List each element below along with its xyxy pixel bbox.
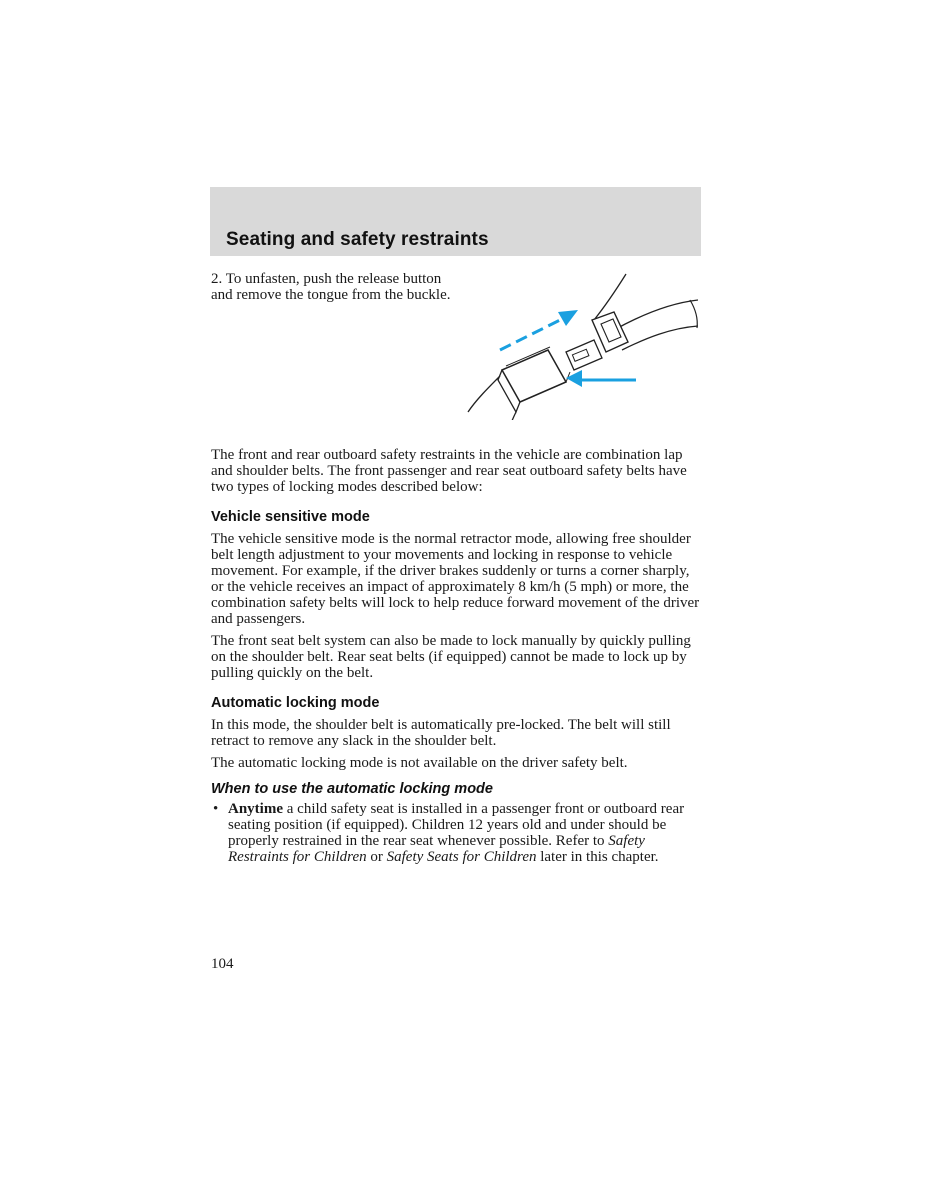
bullet-text-3: later in this chapter. [536,849,659,865]
reference-safety-restraints-for-children: Safety Restraints for Children [228,833,645,865]
automatic-locking-paragraph-2: The automatic locking mode is not available on the driver safety belt. [211,755,628,771]
vehicle-sensitive-paragraph-2: The front seat belt system can also be made to lock manually by quickly pulling on the shoulder belt. Rear seat belts (if equipped) cannot be made to lock up by pulling quickly on the belt. [211,633,691,681]
seatbelt-unfasten-figure [466,270,702,420]
anytime-bullet [211,801,702,865]
when-to-use-heading: When to use the automatic locking mode [211,781,493,797]
vehicle-sensitive-heading: Vehicle sensitive mode [211,509,370,525]
page-number: 104 [211,956,234,972]
bullet-text-2: or [366,849,387,865]
dashed-arrow-icon [500,310,578,350]
automatic-locking-paragraph-1: In this mode, the shoulder belt is automatically pre-locked. The belt will still retract to remove any slack in the shoulder belt. [211,717,671,749]
bullet-text-1: a child safety seat is installed in a passenger front or outboard rear seating position (if equipped). Children 12 years old and under should be properly restrained in the rear seat whenever possible. Refer to [228,801,685,849]
bullet-dot: • [213,801,219,817]
seatbelt-buckle-illustration [466,270,702,420]
section-title: Seating and safety restraints [226,229,489,250]
vehicle-sensitive-paragraph-1: The vehicle sensitive mode is the normal retractor mode, allowing free shoulder belt length adjustment to your movements and locking in response to vehicle movement. For example, if the driver brakes suddenly or turns a corner sharply, or the vehicle receives an impact of approximately 8 km/h (5 mph) or more, the combination safety belts will lock to help reduce forward movement of the driver and passengers. [211,531,700,627]
automatic-locking-heading: Automatic locking mode [211,695,380,711]
main-content [211,447,702,871]
bullet-bold-term: Anytime [228,801,283,817]
push-arrow-icon [566,370,636,387]
section-header [210,187,701,256]
step-2-text: 2. To unfasten, push the release button and remove the tongue from the buckle. [211,271,451,303]
intro-paragraph: The front and rear outboard safety restraints in the vehicle are combination lap and shoulder belts. The front passenger and rear seat outboard safety belts have two types of locking modes described below: [211,447,687,495]
reference-safety-seats-for-children: Safety Seats for Children [386,849,537,865]
